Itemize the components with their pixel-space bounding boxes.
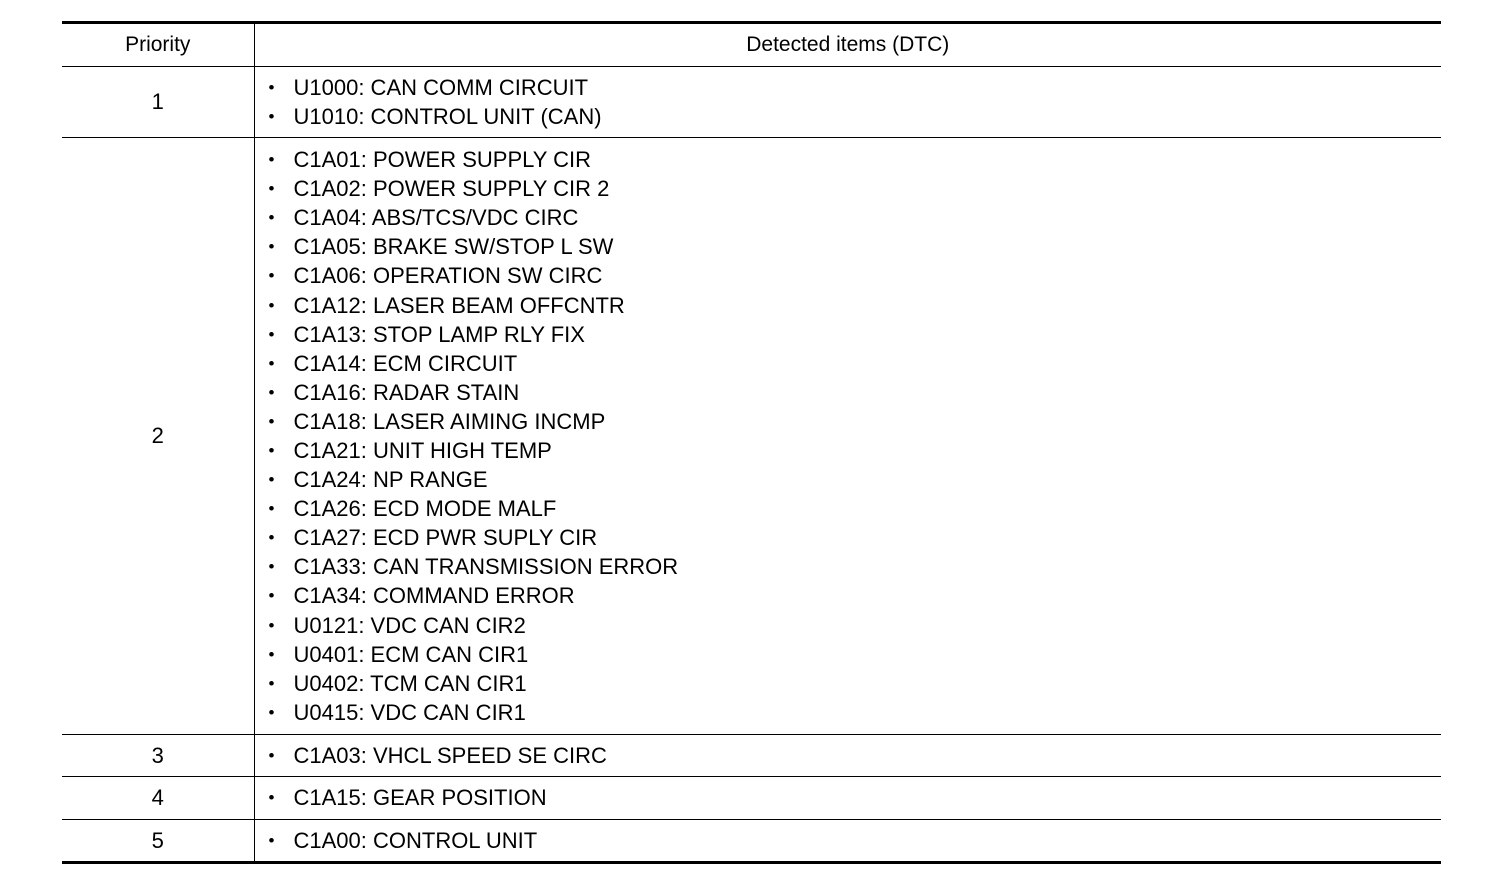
priority-cell: 3 (62, 735, 254, 777)
dtc-item: • C1A12: LASER BEAM OFFCNTR (269, 291, 1442, 320)
table-header (62, 23, 1441, 67)
dtc-item: • C1A16: RADAR STAIN (269, 378, 1442, 407)
dtc-priority-table (62, 21, 1441, 864)
dtc-item: • C1A18: LASER AIMING INCMP (269, 407, 1442, 436)
dtc-item: • C1A34: COMMAND ERROR (269, 581, 1442, 610)
dtc-items-cell (254, 138, 1441, 735)
dtc-items-cell (254, 820, 1441, 863)
dtc-items-cell (254, 777, 1441, 820)
dtc-item: • U0401: ECM CAN CIR1 (269, 640, 1442, 669)
dtc-item: • C1A15: GEAR POSITION (269, 783, 1442, 812)
priority-column-header: Priority (62, 23, 254, 67)
dtc-item: • C1A00: CONTROL UNIT (269, 826, 1442, 855)
dtc-item: • C1A33: CAN TRANSMISSION ERROR (269, 552, 1442, 581)
dtc-item: • U0121: VDC CAN CIR2 (269, 611, 1442, 640)
dtc-item: • U0402: TCM CAN CIR1 (269, 669, 1442, 698)
dtc-item: • C1A24: NP RANGE (269, 465, 1442, 494)
dtc-item: • C1A03: VHCL SPEED SE CIRC (269, 741, 1442, 770)
dtc-list (255, 741, 1442, 770)
table-row (62, 67, 1441, 138)
dtc-list (255, 783, 1442, 812)
dtc-item: • C1A04: ABS/TCS/VDC CIRC (269, 203, 1442, 232)
dtc-item: • U0415: VDC CAN CIR1 (269, 698, 1442, 727)
priority-cell: 2 (62, 138, 254, 735)
dtc-item: • C1A02: POWER SUPPLY CIR 2 (269, 174, 1442, 203)
priority-cell: 4 (62, 777, 254, 820)
dtc-item: • C1A13: STOP LAMP RLY FIX (269, 320, 1442, 349)
dtc-item: • C1A26: ECD MODE MALF (269, 494, 1442, 523)
dtc-item: • C1A21: UNIT HIGH TEMP (269, 436, 1442, 465)
dtc-list (255, 826, 1442, 855)
dtc-item: • U1000: CAN COMM CIRCUIT (269, 73, 1442, 102)
dtc-list (255, 73, 1442, 131)
dtc-item: • C1A27: ECD PWR SUPLY CIR (269, 523, 1442, 552)
dtc-item: • C1A06: OPERATION SW CIRC (269, 261, 1442, 290)
header-row (62, 23, 1441, 67)
priority-cell: 5 (62, 820, 254, 863)
dtc-item: • C1A14: ECM CIRCUIT (269, 349, 1442, 378)
table-row (62, 820, 1441, 863)
dtc-list (255, 145, 1442, 727)
detected-items-column-header: Detected items (DTC) (746, 33, 950, 56)
dtc-items-cell (254, 735, 1441, 777)
dtc-item: • C1A01: POWER SUPPLY CIR (269, 145, 1442, 174)
table-row (62, 735, 1441, 777)
table-row (62, 777, 1441, 820)
dtc-items-cell (254, 67, 1441, 138)
table-row (62, 138, 1441, 735)
priority-cell: 1 (62, 67, 254, 138)
dtc-item: • C1A05: BRAKE SW/STOP L SW (269, 232, 1442, 261)
dtc-item: • U1010: CONTROL UNIT (CAN) (269, 102, 1442, 131)
